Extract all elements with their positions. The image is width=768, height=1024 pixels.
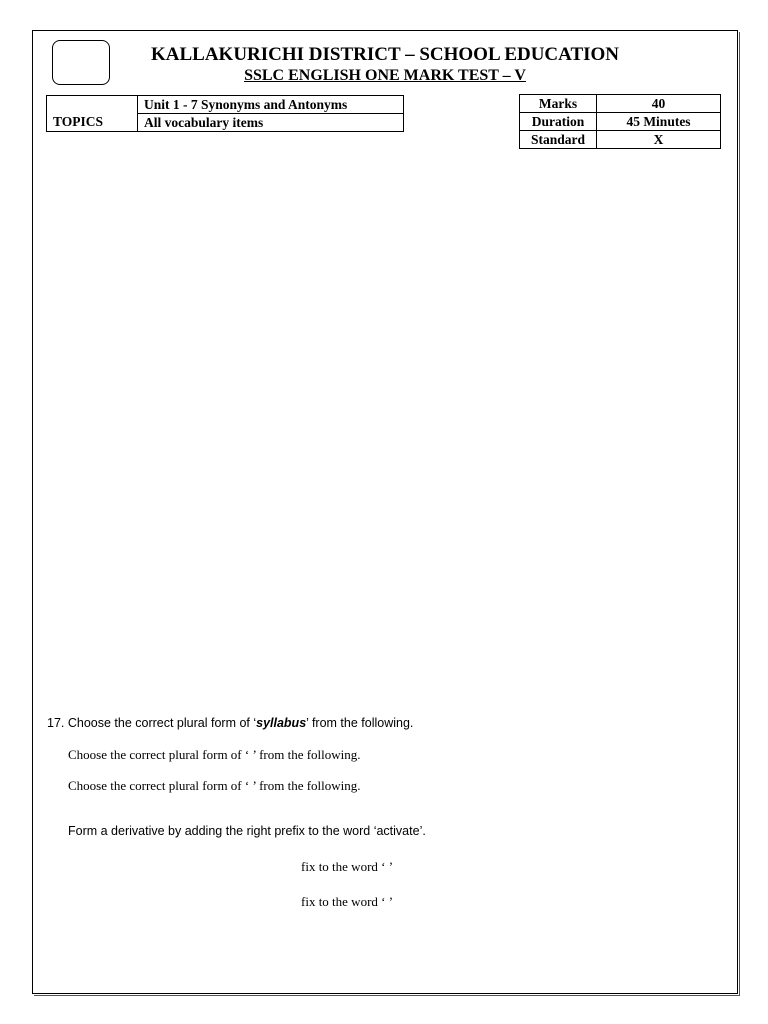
info-value-marks: 40 <box>597 95 721 113</box>
info-key-duration: Duration <box>520 113 597 131</box>
question-line: Choose the correct plural form of ‘ ’ from the following. <box>68 778 361 793</box>
topic-item: Unit 1 - 7 Synonyms and Antonyms <box>138 96 404 114</box>
question-line: Form a derivative by adding the right prefix to the word ‘activate’. <box>68 824 426 838</box>
info-value-duration: 45 Minutes <box>597 113 721 131</box>
question-line: fix to the word ‘ ’ <box>301 859 394 874</box>
question-line: Choose the correct plural form of ‘ ’ from the following. <box>68 747 361 762</box>
question-line: fix to the word ‘ ’ <box>301 894 394 909</box>
topic-item: All vocabulary items <box>138 114 404 132</box>
page-title: KALLAKURICHI DISTRICT – SCHOOL EDUCATION <box>150 44 620 65</box>
info-value-standard: X <box>597 131 721 149</box>
info-key-marks: Marks <box>520 95 597 113</box>
question-17-suffix: ’ from the following. <box>306 716 414 730</box>
info-key-standard: Standard <box>520 131 597 149</box>
page-subtitle: SSLC ENGLISH ONE MARK TEST – V <box>244 67 526 84</box>
logo-placeholder <box>52 40 110 85</box>
page-border <box>32 30 738 994</box>
question-17-word: syllabus <box>256 716 307 730</box>
question-17 <box>47 716 413 730</box>
question-17-prefix: 17. Choose the correct plural form of ‘ <box>47 716 257 730</box>
topics-label: TOPICS <box>47 96 138 132</box>
info-table <box>519 94 721 149</box>
topics-table <box>46 95 404 132</box>
